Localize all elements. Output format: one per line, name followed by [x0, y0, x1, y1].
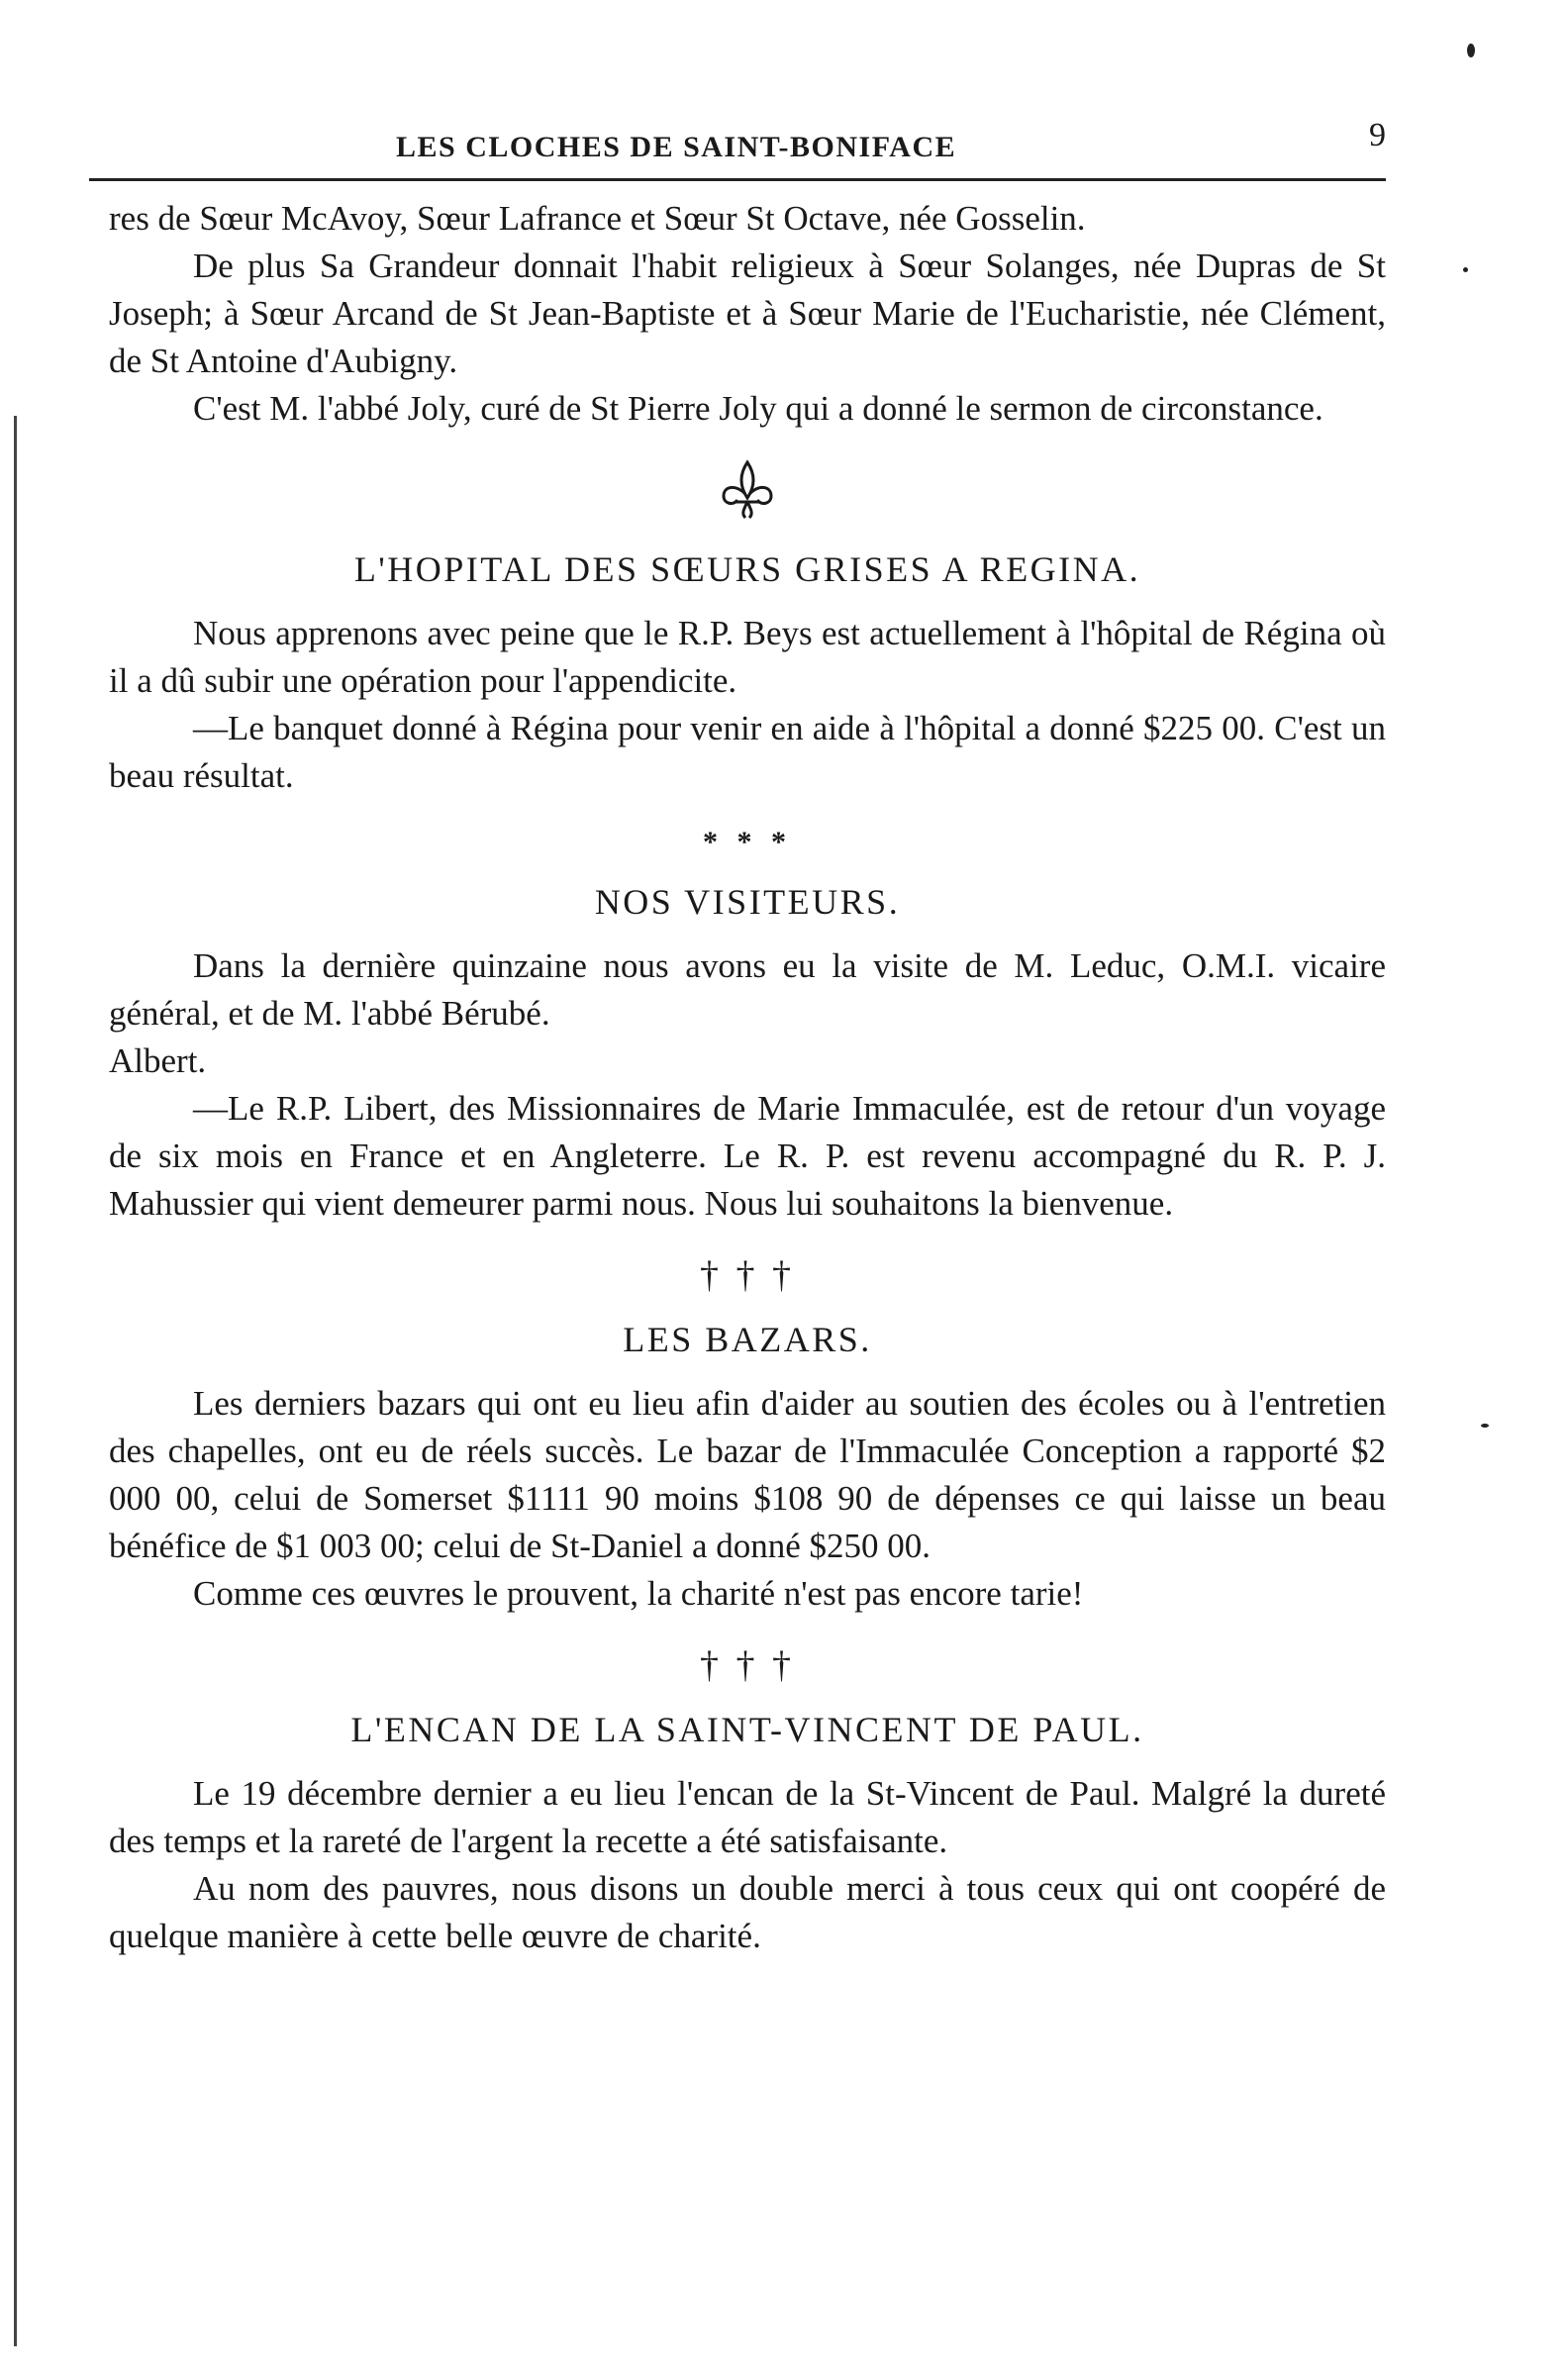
- page: [109, 109, 1386, 1960]
- visitors-paragraph-2: —Le R.P. Libert, des Missionnaires de Marie Immaculée, est de retour d'un voyage de six mois en France et en Angleterre. Le R. P. est revenu accompagné du R. P. J. Mahussier qui vient demeurer parmi nous. Nous lui souhaitons la bienvenue.: [109, 1089, 1386, 1223]
- visitors-paragraph-1b: Albert.: [109, 1041, 207, 1080]
- section-separator-crosses: † † †: [700, 1254, 795, 1296]
- scan-speck: [1467, 44, 1475, 57]
- scan-margin-line: [14, 416, 17, 2346]
- bazaars-paragraph-2: Comme ces œuvres le prouvent, la charité n'est pas encore tarie!: [193, 1574, 1084, 1613]
- section-title-visitors: NOS VISITEURS.: [594, 882, 901, 922]
- page-number: 9: [1369, 117, 1386, 153]
- section-title-auction: L'ENCAN DE LA SAINT-VINCENT DE PAUL.: [350, 1710, 1144, 1749]
- auction-paragraph-1: Le 19 décembre dernier a eu lieu l'encan de la St-Vincent de Paul. Malgré la dureté des temps et la rareté de l'argent la recette a été satisfaisante.: [109, 1774, 1386, 1860]
- section-separator-crosses: † † †: [700, 1644, 795, 1686]
- scan-speck: [1481, 1424, 1489, 1428]
- ornament: [109, 458, 1386, 527]
- hospital-paragraph-1: Nous apprenons avec peine que le R.P. Beys est actuellement à l'hôpital de Régina où il a dû subir une opération pour l'appendicite.: [109, 614, 1386, 700]
- section-title-hospital: L'HOPITAL DES SŒURS GRISES A REGINA.: [353, 549, 1141, 589]
- header-rule: [89, 178, 1386, 181]
- intro-paragraph-3: C'est M. l'abbé Joly, curé de St Pierre Joly qui a donné le sermon de circonstance.: [193, 389, 1323, 428]
- fleur-de-lis-icon: [716, 458, 779, 522]
- scan-speck: [1463, 267, 1468, 272]
- page-header: [109, 109, 1386, 178]
- auction-paragraph-2: Au nom des pauvres, nous disons un double merci à tous ceux qui ont coopéré de quelque manière à cette belle œuvre de charité.: [109, 1869, 1386, 1955]
- section-title-bazaars: LES BAZARS.: [623, 1320, 872, 1359]
- running-head: LES CLOCHES DE SAINT-BONIFACE: [396, 131, 957, 163]
- visitors-paragraph-1: Dans la dernière quinzaine nous avons eu la visite de M. Leduc, O.M.I. vicaire général, et de M. l'abbé Bérubé.: [109, 946, 1386, 1033]
- intro-paragraph-2: De plus Sa Grandeur donnait l'habit religieux à Sœur Solanges, née Dupras de St Joseph; à Sœur Arcand de St Jean-Baptiste et à Sœur Marie de l'Eucharistie, née Clément, de St Antoine d'Aubigny.: [109, 247, 1386, 380]
- intro-paragraph-1: res de Sœur McAvoy, Sœur Lafrance et Sœur St Octave, née Gosselin.: [109, 199, 1086, 238]
- bazaars-paragraph-1: Les derniers bazars qui ont eu lieu afin d'aider au soutien des écoles ou à l'entretien des chapelles, ont eu de réels succès. Le bazar de l'Immaculée Conception a rapporté $2 000 00, celui de Somerset $1111 90 moins $108 90 de dépenses ce qui laisse un beau bénéfice de $1 003 00; celui de St-Daniel a donné $250 00.: [109, 1384, 1386, 1565]
- hospital-paragraph-2: —Le banquet donné à Régina pour venir en aide à l'hôpital a donné $225 00. C'est un beau résultat.: [109, 709, 1386, 795]
- section-separator-stars: * * *: [703, 826, 792, 858]
